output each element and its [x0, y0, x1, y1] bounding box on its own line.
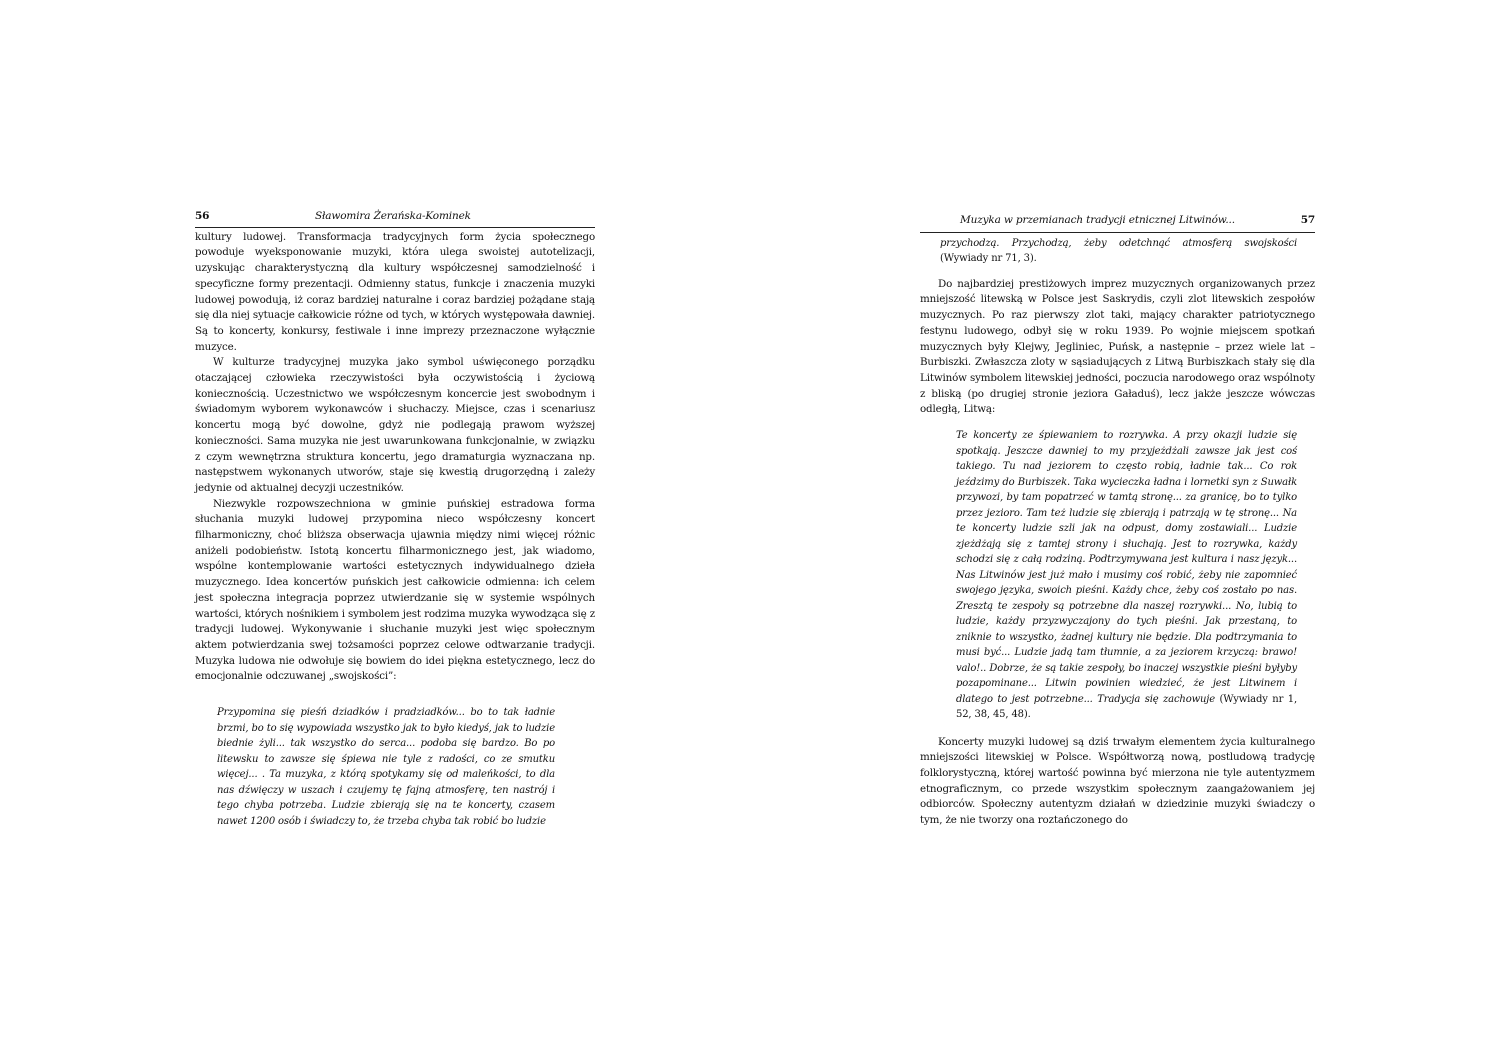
left-paragraph-3: Niezwykle rozpowszechniona w gminie puńskiej estradowa forma słuchania muzyki ludowej przypomina nieco współczesny koncert filharmoniczny, choć bliższa obserwacja ujawnia między nimi więcej różnic aniżeli podobieństw. Istotą koncertu filharmonicznego jest, jak wiadomo, wspólne kontemplowanie wartości estetycznych indywidualnego dzieła muzycznego. Idea koncertów puńskich jest całkowicie odmienna: ich celem jest społeczna integracja poprzez utwierdzanie się w systemie wspólnych wartości, których nośnikiem i symbolem jest rodzima muzyka wywodząca się z tradycji ludowej. Wykonywanie i słuchanie muzyki jest więc społecznym aktem potwierdzania swej tożsamości poprzez celowe odtwarzanie tradycji. Muzyka ludowa nie odwołuje się bowiem do idei piękna estetycznego, lecz do emocjonalnie odczuwanej „swojskości”: — [195, 497, 595, 683]
left-page — [195, 209, 595, 829]
author-running-head: Sławomira Żerańska-Kominek — [315, 210, 471, 222]
right-page — [920, 213, 1315, 829]
left-paragraph-1: kultury ludowej. Transformacja tradycyjnych form życia społecznego powoduje wyeksponowanie muzyki, która ulega swoistej autotelizacji, uzyskując charakterystyczną dla kultury współczesnej samodzielność i specyficzne formy prezentacji. Odmienny status, funkcje i znaczenia muzyki ludowej powodują, iż coraz bardziej naturalne i coraz bardziej pożądane stają się dla niej sytuacje całkowicie różne od tych, w których występowała dawniej. Są to koncerty, konkursy, festiwale i inne imprezy przeznaczone wyłącznie muzyce. — [195, 230, 595, 353]
right-quote-text: Te koncerty ze śpiewaniem to rozrywka. A przy okazji ludzie się spotkają. Jeszcze dawniej to my przyjeżdżali zawsze jak jest coś takiego. Tu nad jeziorem to często robią, ładnie tak... Co rok jeździmy do Burbiszek. Taka wycieczka ładna i lornetki syn z Suwałk przywozi, by tam popatrzeć w tamtą stronę... za granicę, bo to tylko przez jezioro. Tam też ludzie się zbierają i patrzają w tę stronę... Na te koncerty ludzie szli jak na odpust, domy zostawiali... Ludzie zjeżdżają się z tamtej strony i słuchają. Jest to rozrywka, każdy schodzi się z całą rodziną. Podtrzymywana jest kultura i nasz język... Nas Litwinów jest już mało i musimy coś robić, żeby nie zapomnieć swojego języka, swoich pieśni. Każdy chce, żeby coś zostało po nas. Zresztą te zespoły są potrzebne dla naszej rozrywki... No, lubią to ludzie, każdy przyzwyczajony do tych pieśni. Jak przestaną, to zniknie to wszystko, żadnej kultury nie będzie. Dla podtrzymania to musi być... Ludzie jadą tam tłumnie, a za jeziorem krzyczą: brawo! valo!.. Dobrze, że są takie zespoły, bo inaczej wszystkie pieśni byłyby pozapominane... Litwin powinien wiedzieć, że jest Litwinem i dlatego to jest potrzebne... Tradycja się zachowuje — [956, 430, 1297, 705]
right-quote-reference: (Wywiady nr 1, 52, 38, 45, 48). — [956, 693, 1297, 721]
quote-continuation — [940, 236, 1297, 267]
quote-continuation-text: przychodzą. Przychodzą, żeby odetchnąć atmosferą swojskości — [940, 237, 1297, 249]
right-paragraph-1: Do najbardziej prestiżowych imprez muzycznych organizowanych przez mniejszość litewską w Polsce jest Saskrydis, czyli zlot litewskich zespołów muzycznych. Po raz pierwszy zlot taki, mający charakter patriotycznego festynu ludowego, odbył się w roku 1939. Po wojnie miejscem spotkań muzycznych były Klejwy, Jegliniec, Puńsk, a następnie – przez wiele lat – Burbiszki. Zwłaszcza zloty w sąsiadujących z Litwą Burbiszkach stały się dla Litwinów symbolem litewskiej jedności, poczucia narodowego oraz wspólnoty z bliską (po drugiej stronie jeziora Gaładuś), lecz jakże jeszcze wówczas odległą, Litwą: — [920, 277, 1315, 416]
page-number-right: 57 — [1300, 214, 1315, 226]
right-block-quote — [956, 428, 1297, 723]
left-block-quote: Przypomina się pieśń dziadków i pradziadków... bo to tak ładnie brzmi, bo to się wypowiada wszystko jak to było kiedyś, jak to ludzie biednie żyli... tak wszystko do serca... podoba się bardzo. Bo po litewsku to zawsze się śpiewa nie tyle z radości, co ze smutku więcej... . Ta muzyka, z którą spotykamy się od maleńkości, to dla nas dźwięczy w uszach i czujemy tę fajną atmosferę, ten nastrój i tego chyba potrzeba. Ludzie zbierają się na te koncerty, czasem nawet 1200 osób i świadczy to, że trzeba chyba tak robić bo ludzie — [217, 707, 555, 827]
right-paragraph-2: Koncerty muzyki ludowej są dziś trwałym elementem życia kulturalnego mniejszości litewskiej w Polsce. Współtworzą nową, postludową tradycję folklorystyczną, której wartość powinna być mierzona nie tyle autentyzmem etnograficznym, co przede wszystkim społecznym zaangażowaniem jej odbiorców. Społeczny autentyzm działań w dziedzinie muzyki świadczy o tym, że nie tworzy ona roztańczonego do — [920, 735, 1315, 827]
left-paragraph-2: W kulturze tradycyjnej muzyka jako symbol uświęconego porządku otaczającej człowieka rzeczywistości była oczywistością i życiową koniecznością. Uczestnictwo we współczesnym koncercie jest swobodnym i świadomym wyborem wykonawców i słuchaczy. Miejsce, czas i scenariusz koncertu mogą być dowolne, gdyż nie podlegają prawom wyższej konieczności. Sama muzyka nie jest uwarunkowana funkcjonalnie, w związku z czym wewnętrzna struktura koncertu, jego dramaturgia wyznaczana np. następstwem wykonanych utworów, staje się kwestią drugorzędną i zależy jedynie od aktualnej decyzji uczestników. — [195, 356, 595, 494]
chapter-running-head: Muzyka w przemianach tradycji etnicznej Litwinów... — [960, 214, 1235, 226]
page-number-left: 56 — [195, 210, 210, 222]
quote-continuation-reference: (Wywiady nr 71, 3). — [940, 253, 1037, 265]
running-head-right — [920, 213, 1315, 233]
running-head-left — [195, 209, 595, 228]
